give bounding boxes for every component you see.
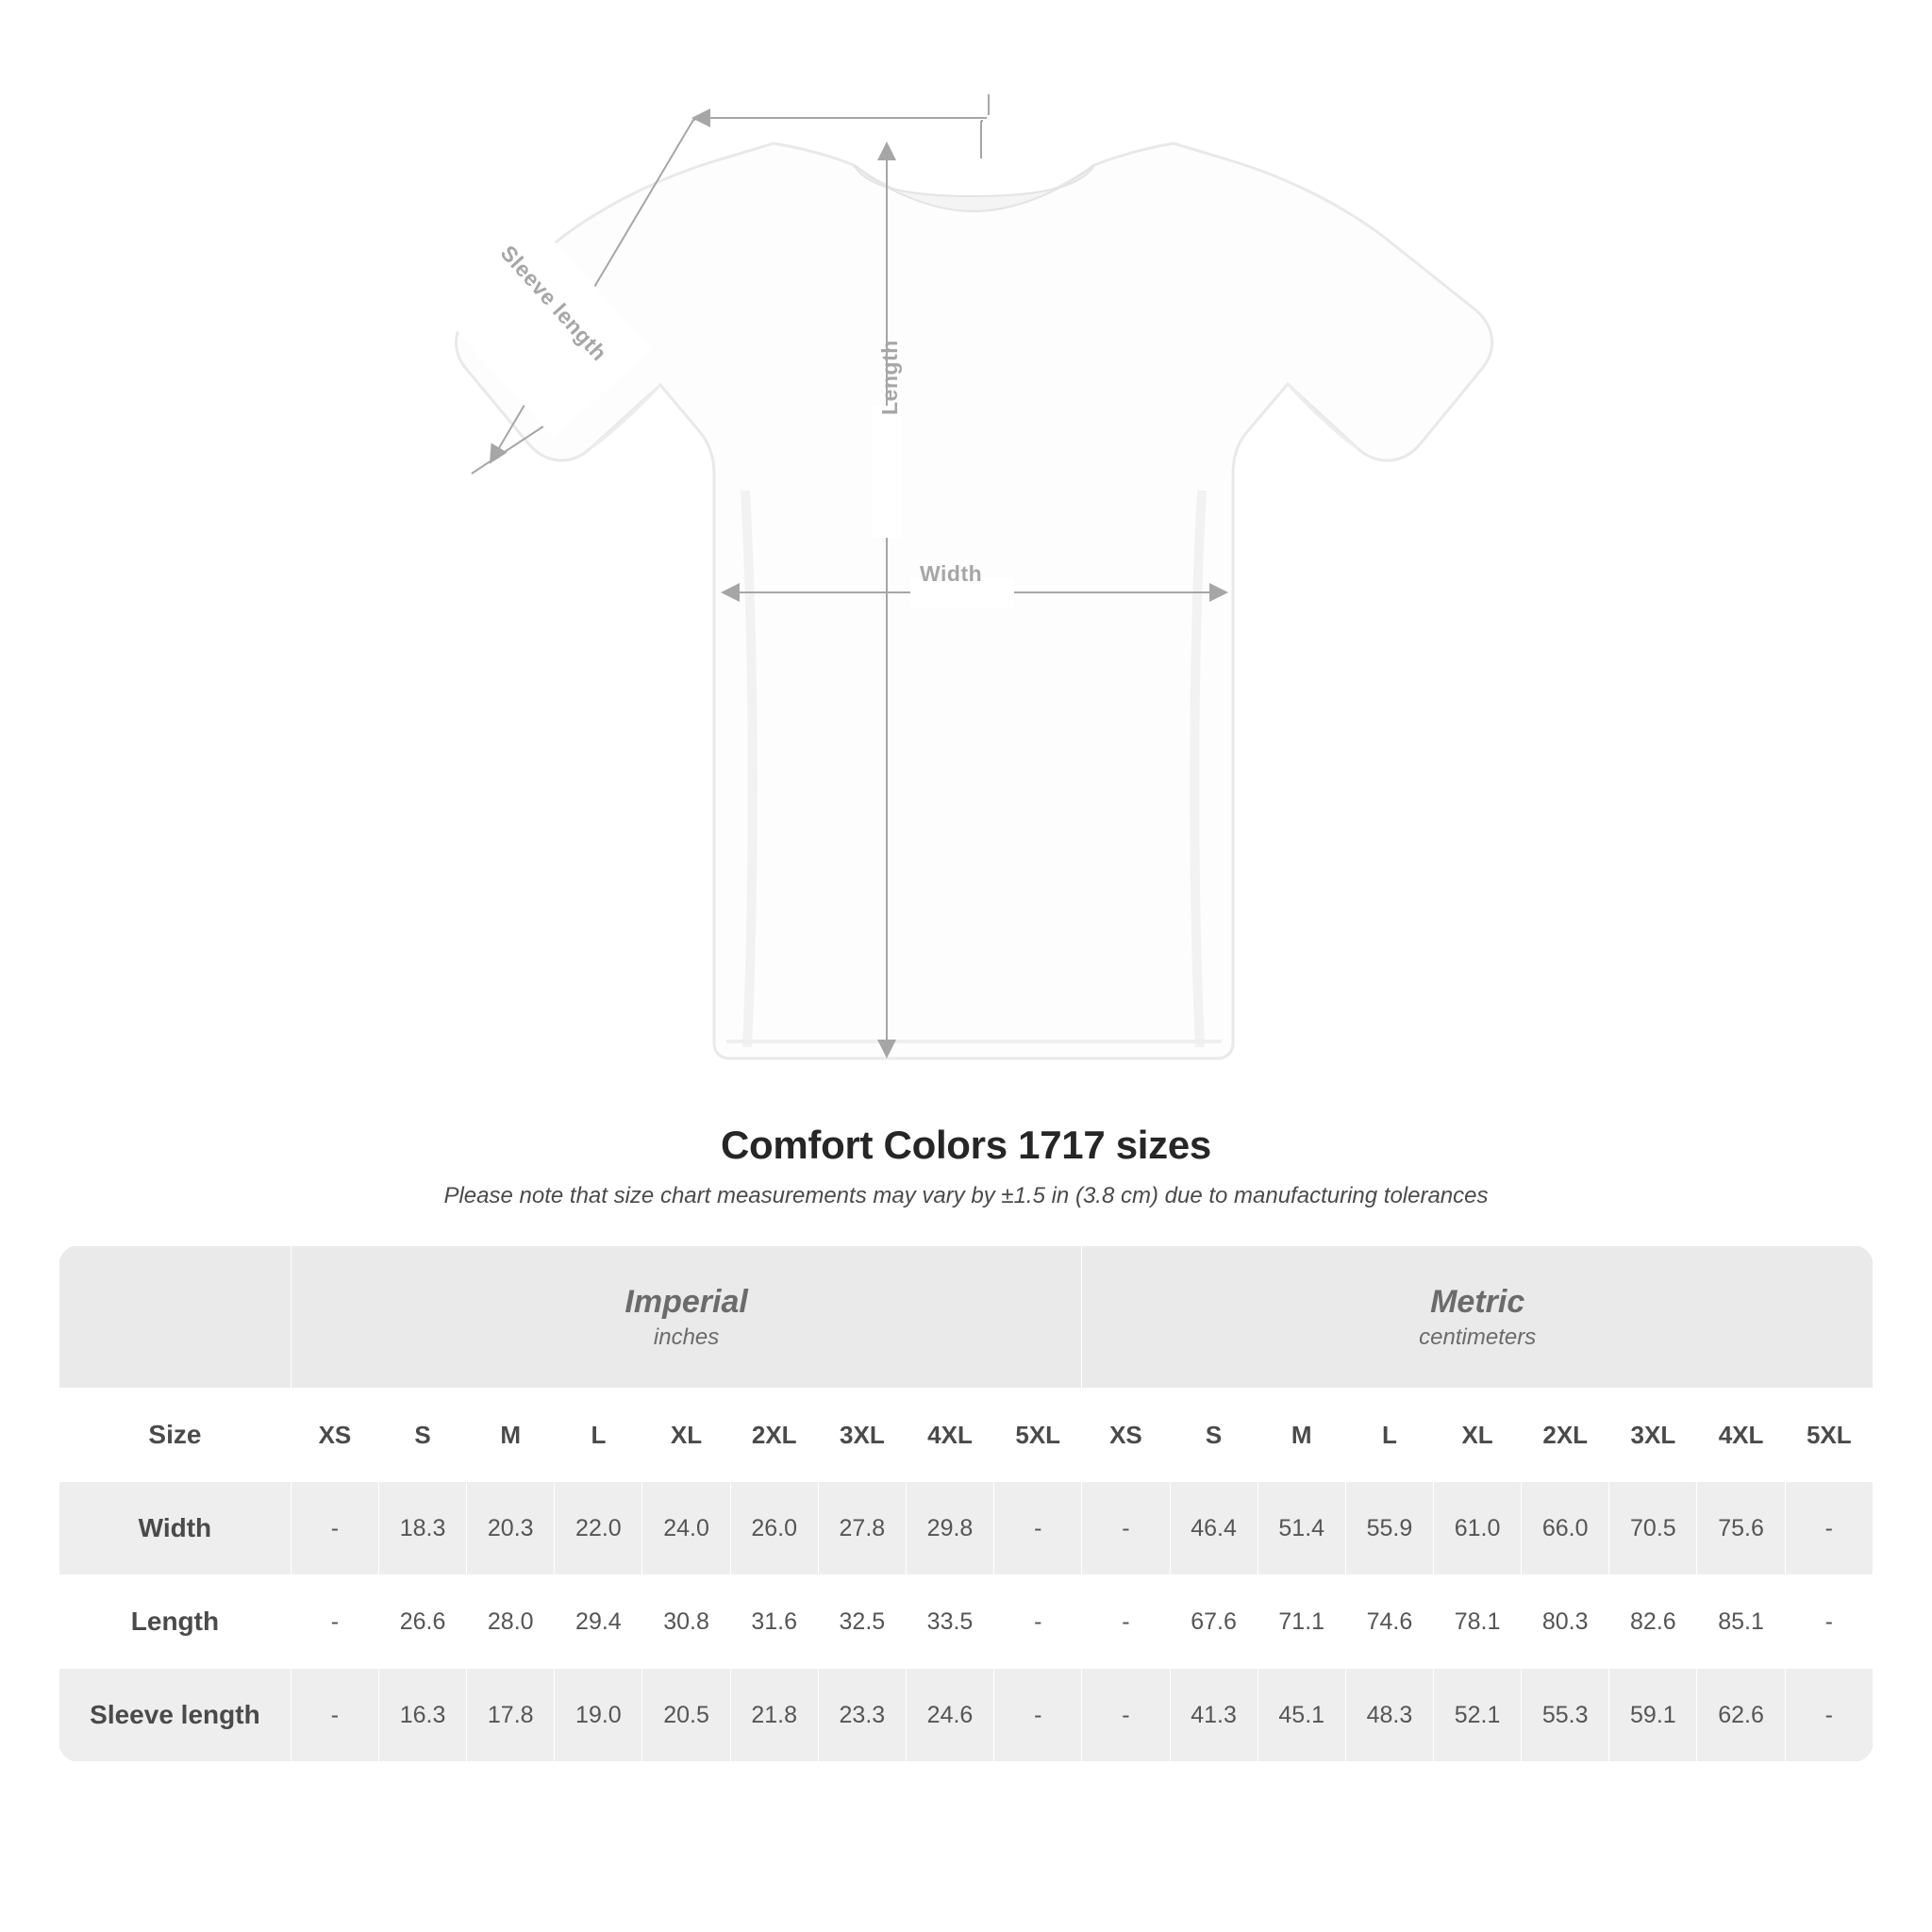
size-header-metric-l: L xyxy=(1345,1389,1433,1482)
cell-width-metric-s: 46.4 xyxy=(1170,1482,1257,1575)
cell-sleeve-metric-xs: - xyxy=(1082,1669,1170,1762)
size-header-imperial-m: M xyxy=(467,1389,555,1482)
table-row xyxy=(59,1669,1874,1762)
cell-sleeve-metric-m: 45.1 xyxy=(1257,1669,1345,1762)
unit-group-metric-sub: centimeters xyxy=(1419,1324,1537,1350)
cell-width-imperial-xs: - xyxy=(291,1482,378,1575)
unit-group-imperial-sub: inches xyxy=(653,1324,720,1350)
unit-header-corner xyxy=(59,1246,291,1389)
cell-length-metric-5xl: - xyxy=(1785,1575,1873,1669)
cell-width-imperial-5xl: - xyxy=(994,1482,1082,1575)
row-label-length: Length xyxy=(59,1575,291,1669)
sleeve-length-label: Sleeve length xyxy=(495,241,612,366)
cell-length-metric-xl: 78.1 xyxy=(1433,1575,1521,1669)
cell-sleeve-metric-xl: 52.1 xyxy=(1433,1669,1521,1762)
cell-width-imperial-s: 18.3 xyxy=(379,1482,467,1575)
size-table-container xyxy=(58,1245,1874,1762)
cell-width-imperial-m: 20.3 xyxy=(467,1482,555,1575)
size-table xyxy=(58,1245,1874,1762)
unit-header-row xyxy=(59,1246,1874,1389)
cell-length-imperial-5xl: - xyxy=(994,1575,1082,1669)
size-header-metric-4xl: 4XL xyxy=(1697,1389,1785,1482)
cell-width-metric-xl: 61.0 xyxy=(1433,1482,1521,1575)
cell-length-metric-s: 67.6 xyxy=(1170,1575,1257,1669)
cell-length-metric-2xl: 80.3 xyxy=(1522,1575,1609,1669)
unit-group-imperial xyxy=(291,1246,1082,1389)
cell-sleeve-metric-3xl: 59.1 xyxy=(1609,1669,1697,1762)
size-header-imperial-4xl: 4XL xyxy=(906,1389,993,1482)
cell-sleeve-imperial-3xl: 23.3 xyxy=(818,1669,906,1762)
cell-sleeve-imperial-xl: 20.5 xyxy=(642,1669,730,1762)
cell-width-imperial-3xl: 27.8 xyxy=(818,1482,906,1575)
size-header-imperial-5xl: 5XL xyxy=(994,1389,1082,1482)
cell-length-metric-m: 71.1 xyxy=(1257,1575,1345,1669)
size-header-metric-xs: XS xyxy=(1082,1389,1170,1482)
size-header-metric-3xl: 3XL xyxy=(1609,1389,1697,1482)
cell-sleeve-imperial-xs: - xyxy=(291,1669,378,1762)
size-header-metric-m: M xyxy=(1257,1389,1345,1482)
cell-width-imperial-4xl: 29.8 xyxy=(906,1482,993,1575)
cell-width-metric-5xl: - xyxy=(1785,1482,1873,1575)
cell-length-imperial-4xl: 33.5 xyxy=(906,1575,993,1669)
page-title: Comfort Colors 1717 sizes xyxy=(720,1123,1211,1167)
cell-length-imperial-xl: 30.8 xyxy=(642,1575,730,1669)
unit-group-metric-name: Metric xyxy=(1430,1284,1525,1321)
cell-sleeve-imperial-4xl: 24.6 xyxy=(906,1669,993,1762)
size-header-metric-xl: XL xyxy=(1433,1389,1521,1482)
size-header-metric-s: S xyxy=(1170,1389,1257,1482)
cell-width-metric-2xl: 66.0 xyxy=(1522,1482,1609,1575)
cell-sleeve-metric-l: 48.3 xyxy=(1345,1669,1433,1762)
size-header-imperial-xs: XS xyxy=(291,1389,378,1482)
cell-width-metric-l: 55.9 xyxy=(1345,1482,1433,1575)
cell-length-metric-l: 74.6 xyxy=(1345,1575,1433,1669)
unit-group-metric xyxy=(1082,1246,1874,1389)
tolerance-note: Please note that size chart measurements may vary by ±1.5 in (3.8 cm) due to manufacturing tolerances xyxy=(443,1183,1489,1208)
cell-width-metric-xs: - xyxy=(1082,1482,1170,1575)
cell-sleeve-imperial-5xl: - xyxy=(994,1669,1082,1762)
cell-sleeve-metric-4xl: 62.6 xyxy=(1697,1669,1785,1762)
row-label-width: Width xyxy=(59,1482,291,1575)
size-header-imperial-2xl: 2XL xyxy=(730,1389,818,1482)
table-row xyxy=(59,1482,1874,1575)
cell-sleeve-imperial-2xl: 21.8 xyxy=(730,1669,818,1762)
cell-length-imperial-2xl: 31.6 xyxy=(730,1575,818,1669)
size-header-imperial-l: L xyxy=(555,1389,642,1482)
size-header-metric-5xl: 5XL xyxy=(1785,1389,1873,1482)
cell-length-imperial-l: 29.4 xyxy=(555,1575,642,1669)
size-header-imperial-3xl: 3XL xyxy=(818,1389,906,1482)
row-label-sleeve-length: Sleeve length xyxy=(59,1669,291,1762)
cell-width-metric-3xl: 70.5 xyxy=(1609,1482,1697,1575)
cell-sleeve-imperial-l: 19.0 xyxy=(555,1669,642,1762)
cell-width-imperial-l: 22.0 xyxy=(555,1482,642,1575)
length-label: Length xyxy=(877,340,902,415)
cell-width-metric-m: 51.4 xyxy=(1257,1482,1345,1575)
cell-length-imperial-xs: - xyxy=(291,1575,378,1669)
cell-sleeve-imperial-s: 16.3 xyxy=(379,1669,467,1762)
size-header-metric-2xl: 2XL xyxy=(1522,1389,1609,1482)
cell-width-metric-4xl: 75.6 xyxy=(1697,1482,1785,1575)
cell-length-imperial-s: 26.6 xyxy=(379,1575,467,1669)
cell-sleeve-metric-5xl: - xyxy=(1785,1669,1873,1762)
cell-width-imperial-xl: 24.0 xyxy=(642,1482,730,1575)
cell-sleeve-metric-s: 41.3 xyxy=(1170,1669,1257,1762)
cell-length-imperial-m: 28.0 xyxy=(467,1575,555,1669)
cell-length-metric-3xl: 82.6 xyxy=(1609,1575,1697,1669)
unit-group-imperial-name: Imperial xyxy=(625,1284,748,1321)
table-row xyxy=(59,1575,1874,1669)
cell-sleeve-metric-2xl: 55.3 xyxy=(1522,1669,1609,1762)
cell-length-metric-xs: - xyxy=(1082,1575,1170,1669)
size-header-label: Size xyxy=(59,1389,291,1482)
cell-width-imperial-2xl: 26.0 xyxy=(730,1482,818,1575)
size-header-imperial-s: S xyxy=(379,1389,467,1482)
title-block xyxy=(0,1123,1932,1209)
cell-length-metric-4xl: 85.1 xyxy=(1697,1575,1785,1669)
width-label: Width xyxy=(920,561,983,586)
size-header-imperial-xl: XL xyxy=(642,1389,730,1482)
size-header-row xyxy=(59,1389,1874,1482)
cell-sleeve-imperial-m: 17.8 xyxy=(467,1669,555,1762)
cell-length-imperial-3xl: 32.5 xyxy=(818,1575,906,1669)
